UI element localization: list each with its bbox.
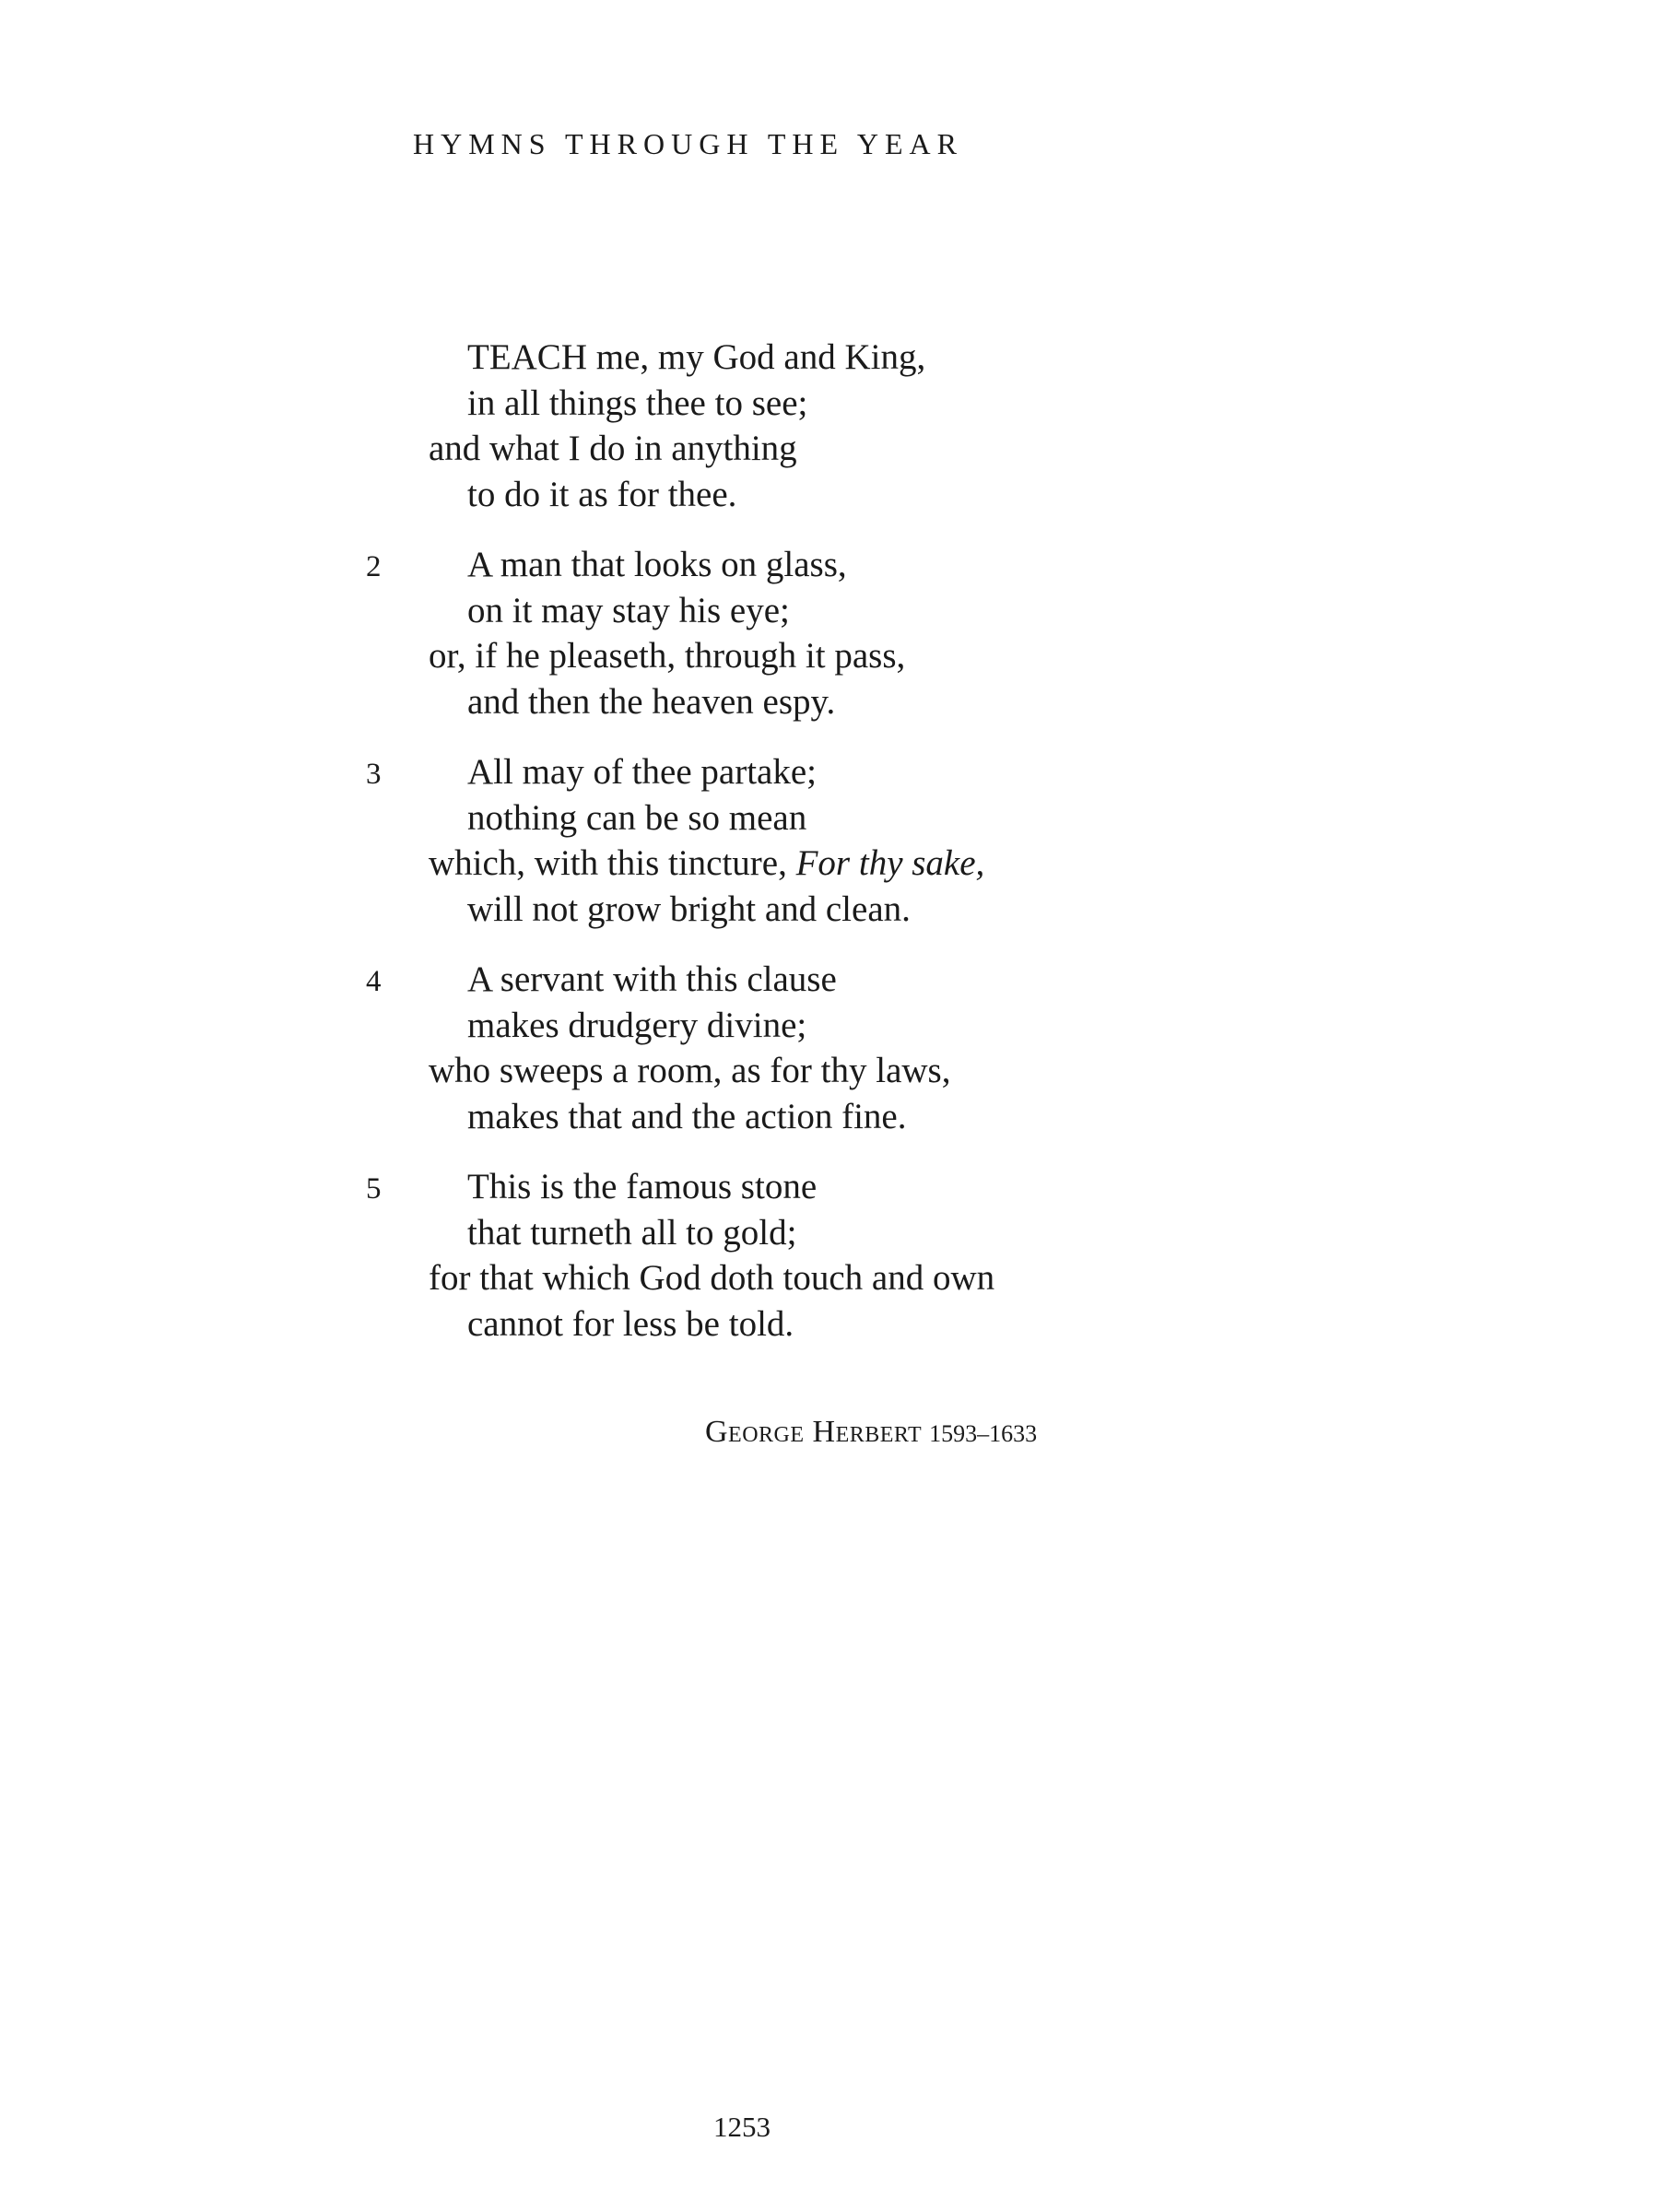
verse-line: that turneth all to gold; bbox=[467, 1212, 797, 1253]
verse-2 bbox=[0, 542, 1659, 724]
running-head: HYMNS THROUGH THE YEAR bbox=[413, 127, 963, 160]
verse-line: This is the famous stone bbox=[467, 1167, 818, 1206]
verse-line: on it may stay his eye; bbox=[467, 590, 790, 630]
page-number: 1253 bbox=[713, 2111, 771, 2143]
author-name: George Herbert bbox=[705, 1415, 923, 1449]
verse-number: 4 bbox=[366, 965, 382, 998]
verse-number: 3 bbox=[366, 758, 382, 791]
verse-line: nothing can be so mean bbox=[467, 797, 807, 838]
attribution bbox=[705, 1415, 1037, 1450]
verse-line: who sweeps a room, as for thy laws, bbox=[429, 1051, 951, 1090]
verse-line: will not grow bright and clean. bbox=[467, 888, 911, 929]
verse-4 bbox=[0, 957, 1659, 1139]
verse-line: to do it as for thee. bbox=[467, 474, 737, 514]
verse-number: 5 bbox=[366, 1172, 382, 1206]
verse-line: cannot for less be told. bbox=[467, 1303, 794, 1344]
verse-1 bbox=[0, 335, 1659, 517]
verse-line: makes drudgery divine; bbox=[467, 1005, 807, 1045]
verse-line: or, if he pleaseth, through it pass, bbox=[429, 636, 906, 676]
verse-line: for that which God doth touch and own bbox=[429, 1258, 995, 1298]
verse-3 bbox=[0, 749, 1659, 932]
verse-line: makes that and the action fine. bbox=[467, 1096, 907, 1136]
italic-phrase: For thy sake, bbox=[795, 843, 985, 883]
verse-line: and then the heaven espy. bbox=[467, 681, 836, 722]
verse-line: A man that looks on glass, bbox=[467, 545, 847, 584]
verse-line: A servant with this clause bbox=[467, 959, 837, 999]
verse-line: in all things thee to see; bbox=[467, 382, 808, 423]
verse-line bbox=[0, 841, 1659, 887]
hymn-text bbox=[0, 335, 1659, 1371]
verse-line: TEACH me, my God and King, bbox=[467, 337, 926, 377]
verse-5 bbox=[0, 1164, 1659, 1347]
verse-line: and what I do in anything bbox=[429, 429, 797, 468]
verse-line-text: which, with this tincture, bbox=[429, 843, 796, 883]
author-dates: 1593–1633 bbox=[929, 1420, 1038, 1447]
verse-line: All may of thee partake; bbox=[467, 752, 818, 792]
verse-number: 2 bbox=[366, 550, 382, 583]
